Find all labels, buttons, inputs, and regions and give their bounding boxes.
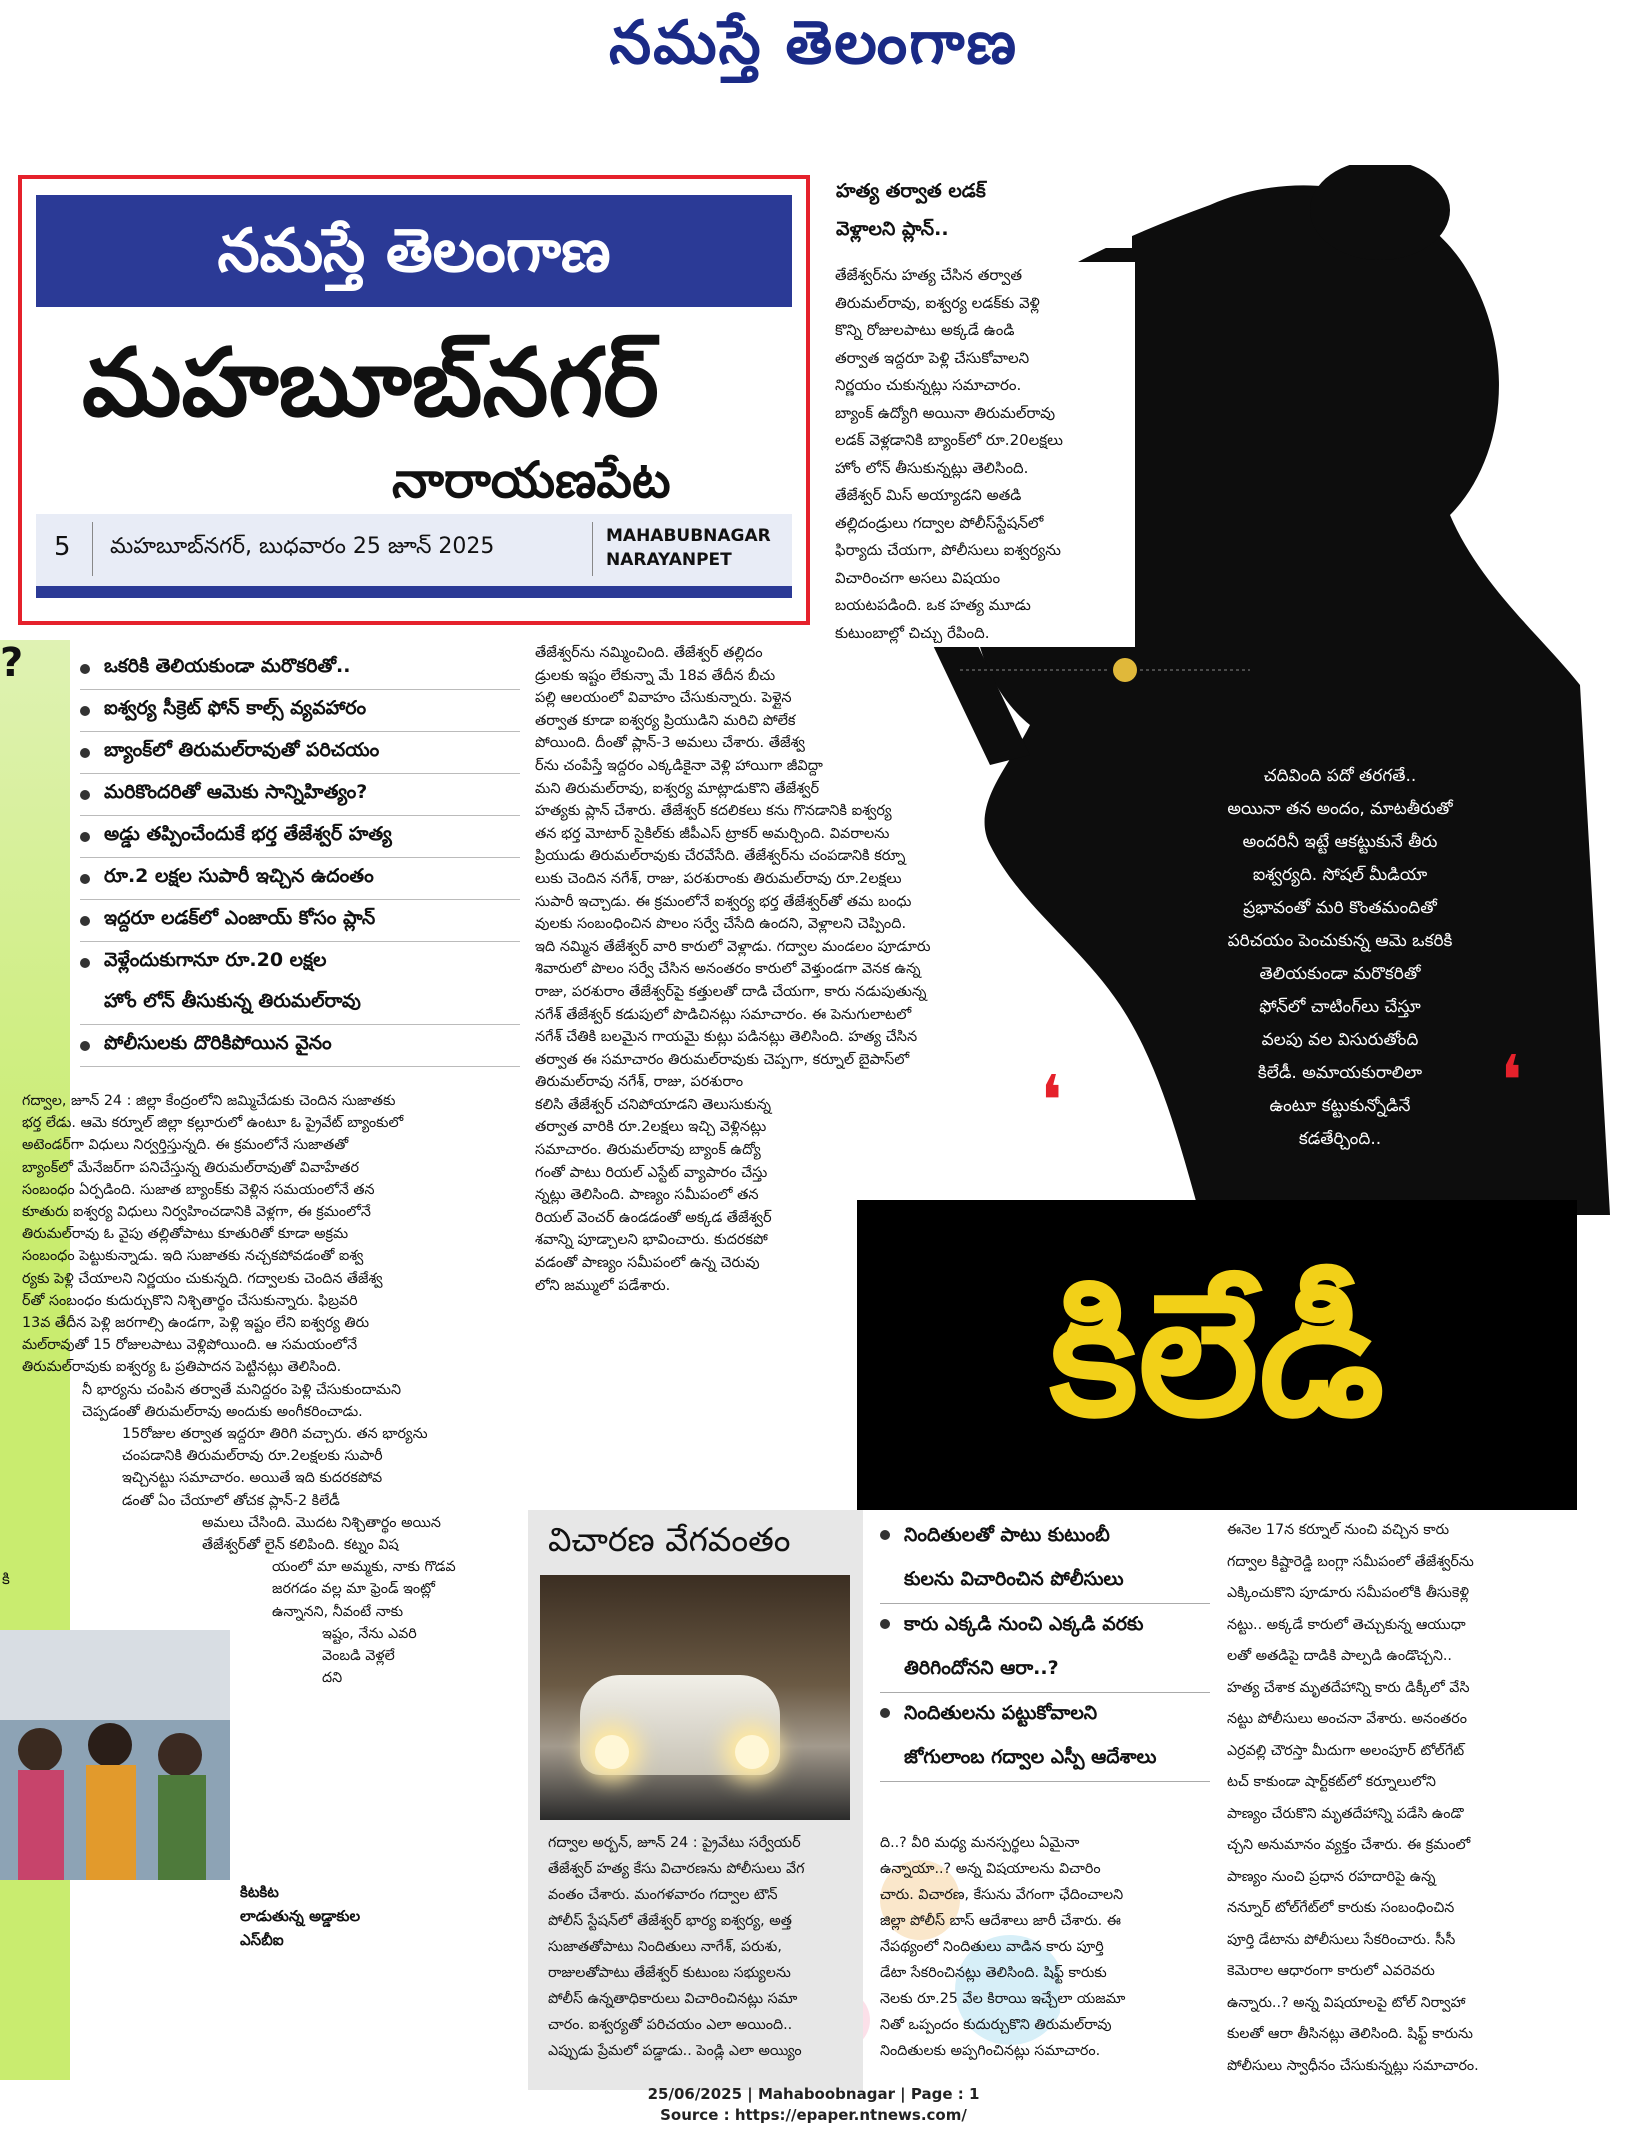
list-item: తిరిగిందోనని ఆరా..?: [880, 1648, 1210, 1693]
list-item: కులను విచారించిన పోలీసులు: [880, 1559, 1210, 1604]
list-item: పోలీసులకు దొరికిపోయిన వైనం: [80, 1025, 520, 1067]
question-mark: ?: [0, 640, 24, 686]
pull-quote: చదివింది పదో తరగతే.. అయినా తన అందం, మాటతీరుతో అందరినీ ఇట్టే ఆకట్టుకునే తీరు ఐశ్వర్యది. సోషల్ మీడియా ప్రభావంతో మరి కొంతమందితో పరిచయం పెంచుకున్న ఆమె ఒకరికి తెలియకుండా మరొకరితో ఫోన్‌లో చాటింగ్‌లు చేస్తూ వలపు వల విసురుతోంది కిలేడీ. అమాయకురాలిలా ఉంటూ కట్టుకున్నోడినే కడతేర్చింది..: [1227, 766, 1453, 1149]
list-item: నిందితులను పట్టుకోవాలని: [880, 1693, 1210, 1737]
article-top-right: తేజేశ్వర్‌ను హత్య చేసిన తర్వాత తిరుమల్‌రావు, ఐశ్వర్య లడక్‌కు వెళ్లి కొన్ని రోజులపాటు అక్కడే ఉండి తర్వాత ఇద్దరూ పెళ్లి చేసుకోవాలని నిర్ణయం చుకున్నట్లు సమాచారం. బ్యాంక్ ఉద్యోగి అయినా తిరుమల్‌రావు లడక్ వెళ్లడానికి బ్యాంక్‌లో రూ.20లక్షలు హోం లోన్ తీసుకున్నట్లు తెలిసింది. తేజేశ్వర్ మిస్ అయ్యాడని అతడి తల్లిదండ్రులు గద్వాల పోలీస్‌స్టేషన్‌లో ఫిర్యాదు చేయగా, పోలీసులు ఐశ్వర్యను విచారించగా అసలు విషయం బయటపడింది. ఒక హత్య మూడు కుటుంబాల్లో చిచ్చు రేపింది.: [835, 262, 1135, 647]
list-item: హోం లోన్ తీసుకున్న తిరుమల్‌రావు: [80, 983, 520, 1025]
footer-date-line: 25/06/2025 | Mahaboobnagar | Page : 1: [647, 2085, 980, 2103]
list-item: జోగులాంబ గద్వాల ఎస్పీ ఆదేశాలు: [880, 1737, 1210, 1782]
page-number: 5: [54, 532, 71, 562]
edition-city: మహబూబ్‌నగర్: [82, 329, 659, 438]
photo-caption: కిటకిట లాడుతున్న అడ్డాకుల ఎస్‌బీఐ: [240, 1883, 361, 1949]
list-item: బ్యాంక్‌లో తిరుమల్‌రావుతో పరిచయం: [80, 732, 520, 774]
probe-bullets: [880, 1515, 1210, 1782]
dateline: మహబూబ్‌నగర్, బుధవారం 25 జూన్ 2025: [110, 534, 495, 559]
article-probe-1: గద్వాల అర్బన్, జూన్ 24 : ప్రైవేటు సర్వేయర్ తేజేశ్వర్ హత్య కేసు విచారణను పోలీసులు వేగ వంతం చేశారు. మంగళవారం గద్వాల టౌన్ పోలీస్ స్టేషన్‌లో తేజేశ్వర్ భార్య ఐశ్వర్య, అత్త సుజాతతోపాటు నిందితులు నాగేశ్, పరుశు, రాజులతోపాటు తేజేశ్వర్ కుటుంబ సభ్యులను పోలీస్ ఉన్నతాధికారులు విచారించినట్లు సమా చారం. ఐశ్వర్యతో పరిచయం ఎలా అయింది.. ఎప్పుడు ప్రేమలో పడ్డాడు.. పెండ్లి ఎలా అయ్యిం: [548, 1835, 805, 2059]
edition-paper-name: నమస్తే తెలంగాణ: [36, 195, 792, 307]
article-probe-3: ఈనెల 17న కర్నూల్ నుంచి వచ్చిన కారు గద్వాల కిష్టారెడ్డి బంగ్లా సమీపంలో తేజేశ్వర్‌ను ఎక్కించుకొని పూడూరు సమీపంలోకి తీసుకెళ్లి నట్టు.. అక్కడే కారులో తెచ్చుకున్న ఆయుధా లతో అతడిపై దాడికి పాల్పడి ఉండొచ్చని.. హత్య చేశాక మృతదేహాన్ని కారు డిక్కీలో వేసి నట్టు పోలీసులు అంచనా వేశారు. అనంతరం ఎర్రవల్లి చౌరస్తా మీదుగా అలంపూర్ టోల్‌గేట్ టచ్ కాకుండా షార్ట్‌కట్‌లో కర్నూలులోని పాణ్యం చేరుకొని మృతదేహాన్ని పడేసి ఉండొ చ్చని అనుమానం వ్యక్తం చేశారు. ఈ క్రమంలో పాణ్యం నుంచి ప్రధాన రహదారిపై ఉన్న నన్నూర్ టోల్‌గేట్‌లో కారుకు సంబంధించిన పూర్తి డేటాను పోలీసులు సేకరించారు. సీసీ కెమెరాల ఆధారంగా కారులో ఎవరెవరు ఉన్నారు..? అన్న విషయాలపై టోల్ నిర్వాహా కులతో ఆరా తీసినట్లు తెలిసింది. షిఫ్ట్ కారును పోలీసులు స్వాధీనం చేసుకున్నట్లు సమాచారం.: [1227, 1522, 1479, 2074]
svg-text:❛: ❛: [1500, 1040, 1523, 1122]
article-middle: తేజేశ్వర్‌ను నమ్మించింది. తేజేశ్వర్ తల్లిదం డ్రులకు ఇష్టం లేకున్నా మే 18వ తేదీన బీచు పల్లి ఆలయంలో వివాహం చేసుకున్నారు. పెళ్లైన తర్వాత కూడా ఐశ్వర్య ప్రియుడిని మరిచి పోలేక పోయింది. దీంతో ప్లాన్-3 అమలు చేశారు. తేజేశ్వ ర్‌ను చంపేస్తే ఇద్దరం ఎక్కడికైనా వెళ్లి హాయిగా జీవిద్దా మని తిరుమల్‌రావు, ఐశ్వర్య మాట్లాడుకొని తేజేశ్వర్ హత్యకు ప్లాన్ చేశారు. తేజేశ్వర్ కదలికలు కను గొనడానికి ఐశ్వర్య తన భర్త మోటార్ సైకిల్‌కు జీపీఎస్ ట్రాకర్ అమర్చింది. వివరాలను ప్రియుడు తిరుమల్‌రావుకు చేరవేసేది. తేజేశ్వర్‌ను చంపడానికి కర్నూ లుకు చెందిన నగేశ్, రాజు, పరశురాంకు తిరుమల్‌రావు రూ.2లక్షలు సుపారీ ఇచ్చాడు. ఈ క్రమంలోనే ఐశ్వర్య భర్త తేజేశ్వర్‌తో తమ బంధు వులకు సంబంధించిన పొలం సర్వే చేసేది ఉందని, వెళ్లాలని చెప్పింది. ఇది నమ్మిన తేజేశ్వర్ వారి కారులో వెళ్లాడు. గద్వాల మండలం పూడూరు శివారులో పొలం సర్వే చేసిన అనంతరం కారులో వెళ్తుండగా వెనక ఉన్న రాజు, పరశురాం తేజేశ్వర్‌పై కత్తులతో దాడి చేయగా, కారు నడుపుతున్న నగేశ్ తేజేశ్వర్ కడుపులో పొడిచినట్లు సమాచారం. ఈ పెనుగులాటలో నగేశ్ చేతికి బలమైన గాయమై కుట్లు పడినట్లు తెలిసింది. హత్య చేసిన తర్వాత ఈ సమాచారం తిరుమల్‌రావుకు చెప్పగా, కర్నూల్ బైపాస్‌లో తిరుమల్‌రావు నగేశ్, రాజు, పరశురాం కలిసి తేజేశ్వర్ చనిపోయాడని తెలుసుకున్న తర్వాత వారికి రూ.2లక్షలు ఇచ్చి వెళ్లినట్లు సమాచారం. తిరుమల్‌రావు బ్యాంక్ ఉద్యో గంతో పాటు రియల్ ఎస్టేట్ వ్యాపారం చేస్తు న్నట్లు తెలిసింది. పాణ్యం సమీపంలో తన రియల్ వెంచర్ ఉండడంతో అక్కడ తేజేశ్వర్ శవాన్ని పూడ్చాలని భావించారు. కుదరకపో వడంతో పాణ్యం సమీపంలో ఉన్న చెరువు లోని జమ్ములో పడేశారు.: [535, 645, 931, 1294]
footer: [0, 2084, 1627, 2126]
list-item: మరికొందరితో ఆమెకు సాన్నిహిత్యం?: [80, 774, 520, 816]
highlight-bullets: [80, 648, 520, 1067]
list-item: రూ.2 లక్షల సుపారీ ఇచ్చిన ఉదంతం: [80, 858, 520, 900]
list-item: వెళ్లేందుకుగానూ రూ.20 లక్షల: [80, 942, 520, 983]
region-label: MAHABUBNAGAR NARAYANPET: [606, 526, 771, 570]
list-item: నిందితులతో పాటు కుటుంబీ: [880, 1515, 1210, 1559]
list-item: అడ్డు తప్పించేందుకే భర్త తేజేశ్వర్ హత్య: [80, 816, 520, 858]
masthead: నమస్తే తెలంగాణ: [608, 8, 1019, 78]
article-probe-2: ది..? వీరి మధ్య మనస్పర్థలు ఏమైనా ఉన్నాయా..? అన్న విషయాలను విచారిం చారు. విచారణ, కేసును వేగంగా ఛేదించాలని జిల్లా పోలీస్ బాస్ ఆదేశాలు జారీ చేశారు. ఈ నేపథ్యంలో నిందితులు వాడిన కారు పూర్తి డేటా సేకరించినట్లు తెలిసింది. షిఫ్ట్ కారుకు నెలకు రూ.25 వేల కిరాయి ఇచ్చేలా యజమా నితో ఒప్పందం కుదుర్చుకొని తిరుమల్‌రావు నిందితులకు అప్పగించినట్లు సమాచారం.: [880, 1835, 1126, 2059]
edition-sub: నారాయణపేట: [392, 451, 671, 509]
list-item: ఐశ్వర్య సీక్రెట్ ఫోన్ కాల్స్ వ్యవహారం: [80, 690, 520, 732]
list-item: కారు ఎక్కడి నుంచి ఎక్కడి వరకు: [880, 1604, 1210, 1648]
kiladi-title: కిలేడీ: [1049, 1255, 1385, 1455]
bank-crowd-photo: [0, 1630, 230, 1880]
svg-text:❛: ❛: [1040, 1060, 1063, 1142]
article-left: గద్వాల, జూన్ 24 : జిల్లా కేంద్రంలోని జమ్మిచేడుకు చెందిన సుజాతకు భర్త లేడు. ఆమె కర్నూల్ జిల్లా కల్లూరులో ఉంటూ ఓ ప్రైవేట్ బ్యాంకులో అటెండర్‌గా విధులు నిర్వర్తిస్తున్నది. ఈ క్రమంలోనే సుజాతతో బ్యాంక్‌లో మేనేజర్‌గా పనిచేస్తున్న తిరుమల్‌రావుతో వివాహేతర సంబంధం ఏర్పడింది. సుజాత బ్యాంక్‌కు వెళ్లిన సమయంలోనే తన కూతురు ఐశ్వర్య విధులు నిర్వహించడానికి వెళ్లగా, ఈ క్రమంలోనే తిరుమల్‌రావు ఓ వైపు తల్లితోపాటు కూతురితో కూడా అక్రమ సంబంధం పెట్టుకున్నాడు. ఇది సుజాతకు నచ్చకపోవడంతో ఐశ్వ ర్యకు పెళ్లి చేయాలని నిర్ణయం చుకున్నది. గద్వాలకు చెందిన తేజేశ్వ ర్‌తో సంబంధం కుదుర్చుకొని నిశ్చితార్థం చేసుకున్నారు. ఫిబ్రవరి 13వ తేదీన పెళ్లి జరగాల్సి ఉండగా, పెళ్లి ఇష్టం లేని ఐశ్వర్య తిరు మల్‌రావుతో 15 రోజులపాటు వెళ్లిపోయింది. ఆ సమయంలోనే తిరుమల్‌రావుకు ఐశ్వర్య ఓ ప్రతిపాదన పెట్టినట్లు తెలిసింది. నీ భార్యను చంపిన తర్వాతే మనిద్దరం పెళ్లి చేసుకుందామని చెప్పడంతో తిరుమల్‌రావు అందుకు అంగీకరించాడు. 15రోజుల తర్వాత ఇద్దరూ తిరిగి వచ్చారు. తన భార్యను చంపడానికి తిరుమల్‌రావు రూ.2లక్షలకు సుపారీ ఇచ్చినట్టు సమాచారం. అయితే ఇది కుదరకపోవ డంతో ఏం చేయాలో తోచక ప్లాన్-2 కిలేడీ అమలు చేసింది. మొదట నిశ్చితార్థం అయిన తేజేశ్వర్‌తో లైన్ కలిపింది. కట్నం విష యంలో మా అమ్మకు, నాకు గొడవ జరగడం వల్ల మా ఫ్రెండ్ ఇంట్లో ఉన్నానని, నీవంటే నాకు ఇష్టం, నేను ఎవరి వెంబడి వెళ్లలే దని: [22, 1093, 456, 1687]
edition-box: [18, 175, 810, 625]
probe-title: విచారణ వేగవంతం: [548, 1520, 791, 1559]
car-photo: [540, 1575, 850, 1820]
sub-headline: హత్య తర్వాత లడక్ వెళ్లాలని ప్లాన్..: [832, 172, 1132, 248]
footer-source-line: Source : https://epaper.ntnews.com/: [660, 2106, 967, 2124]
edition-strip: [36, 514, 792, 598]
list-item: ఇద్దరూ లడక్‌లో ఎంజాయ్ కోసం ప్లాన్: [80, 900, 520, 942]
list-item: ఒకరికి తెలియకుండా మరొకరితో..: [80, 648, 520, 690]
cut-off-text: కి: [2, 1570, 10, 1588]
